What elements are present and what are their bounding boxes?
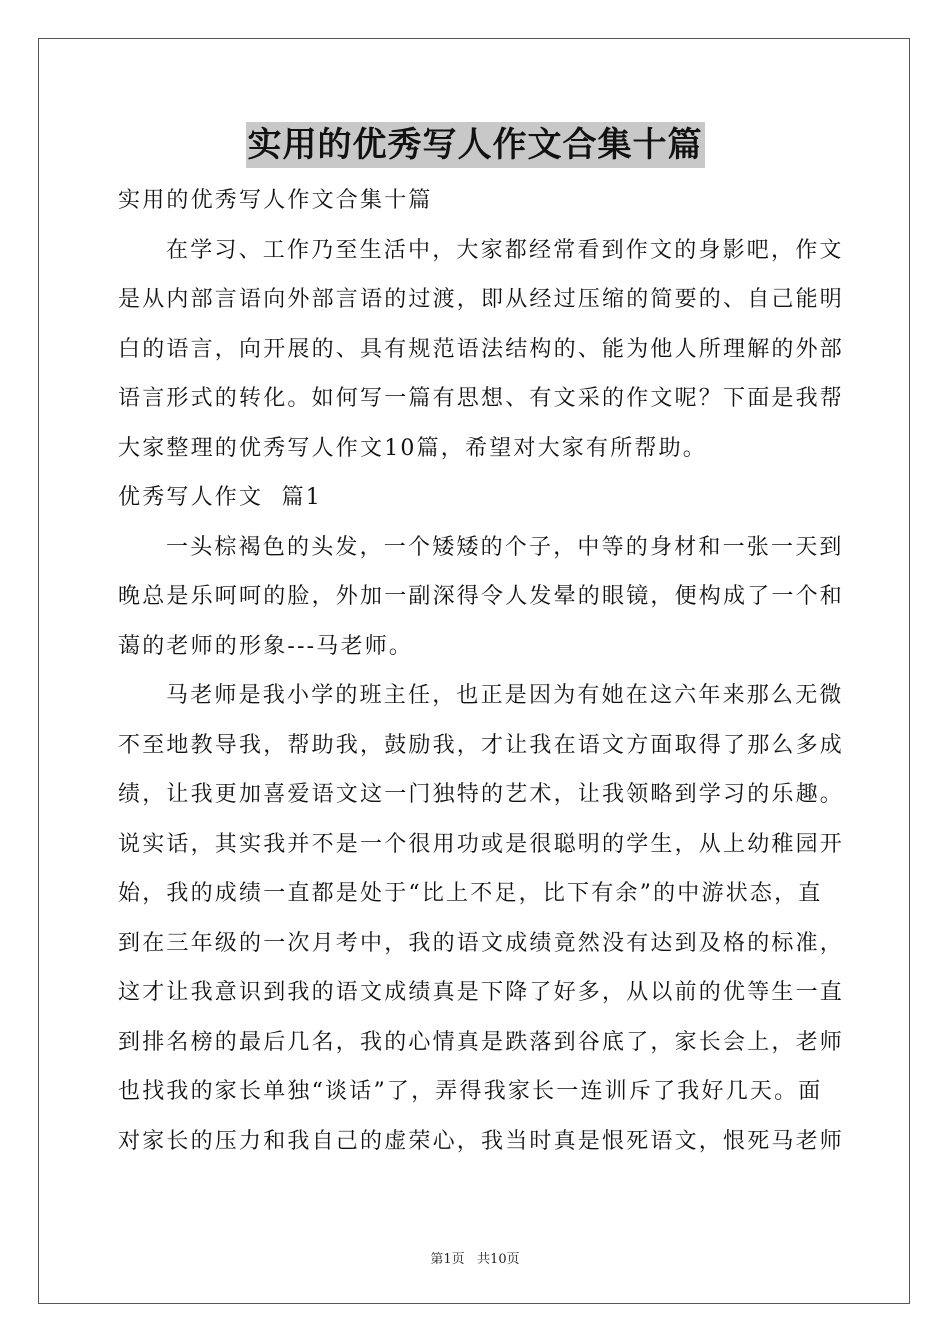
paragraph-line: 到排名榜的最后几名，我的心情真是跌落到谷底了，家长会上，老师 — [118, 1029, 845, 1055]
paragraph-line: 一头棕褐色的头发，一个矮矮的个子，中等的身材和一张一天到 — [166, 534, 844, 560]
intro-line: 是从内部言语向外部言语的过渡，即从经过压缩的简要的、自己能明 — [118, 287, 845, 312]
paragraph-line: 始，我的成绩一直都是处于“比上不足，比下有余”的中游状态，直 — [118, 881, 823, 906]
paragraph-line: 绩，让我更加喜爱语文这一门独特的艺术，让我领略到学习的乐趣。 — [118, 782, 845, 807]
subtitle-line: 实用的优秀写人作文合集十篇 — [118, 188, 433, 213]
section-heading: 优秀写人作文 篇1 — [118, 485, 322, 510]
intro-line: 在学习、工作乃至生活中，大家都经常看到作文的身影吧，作文 — [166, 237, 844, 263]
title-container — [0, 122, 950, 168]
paragraph-line: 蔼的老师的形象---马老师。 — [118, 633, 414, 659]
intro-line: 语言形式的转化。如何写一篇有思想、有文采的作文呢？下面是我帮 — [118, 386, 845, 411]
paragraph-line: 不至地教导我，帮助我，鼓励我，才让我在语文方面取得了那么多成 — [118, 732, 845, 758]
paragraph-line: 马老师是我小学的班主任，也正是因为有她在这六年来那么无微 — [166, 683, 844, 708]
paragraph-line: 到在三年级的一次月考中，我的语文成绩竟然没有达到及格的标准， — [118, 930, 845, 956]
document-body — [118, 176, 845, 1166]
paragraph-line: 说实话，其实我并不是一个很用功或是很聪明的学生，从上幼稚园开 — [118, 831, 845, 857]
page-footer: 第1页 共10页 — [430, 1252, 520, 1267]
document-title: 实用的优秀写人作文合集十篇 — [246, 122, 705, 168]
paragraph-line: 对家长的压力和我自己的虚荣心，我当时真是恨死语文，恨死马老师 — [118, 1128, 845, 1154]
intro-line: 大家整理的优秀写人作文10篇，希望对大家有所帮助。 — [118, 435, 707, 461]
intro-line: 白的语言，向开展的、具有规范语法结构的、能为他人所理解的外部 — [118, 336, 845, 362]
paragraph-line: 晚总是乐呵呵的脸，外加一副深得令人发晕的眼镜，便构成了一个和 — [118, 584, 845, 609]
paragraph-line: 也找我的家长单独“谈话”了，弄得我家长一连训斥了我好几天。面 — [118, 1079, 823, 1104]
paragraph-line: 这才让我意识到我的语文成绩真是下降了好多，从以前的优等生一直 — [118, 980, 845, 1005]
